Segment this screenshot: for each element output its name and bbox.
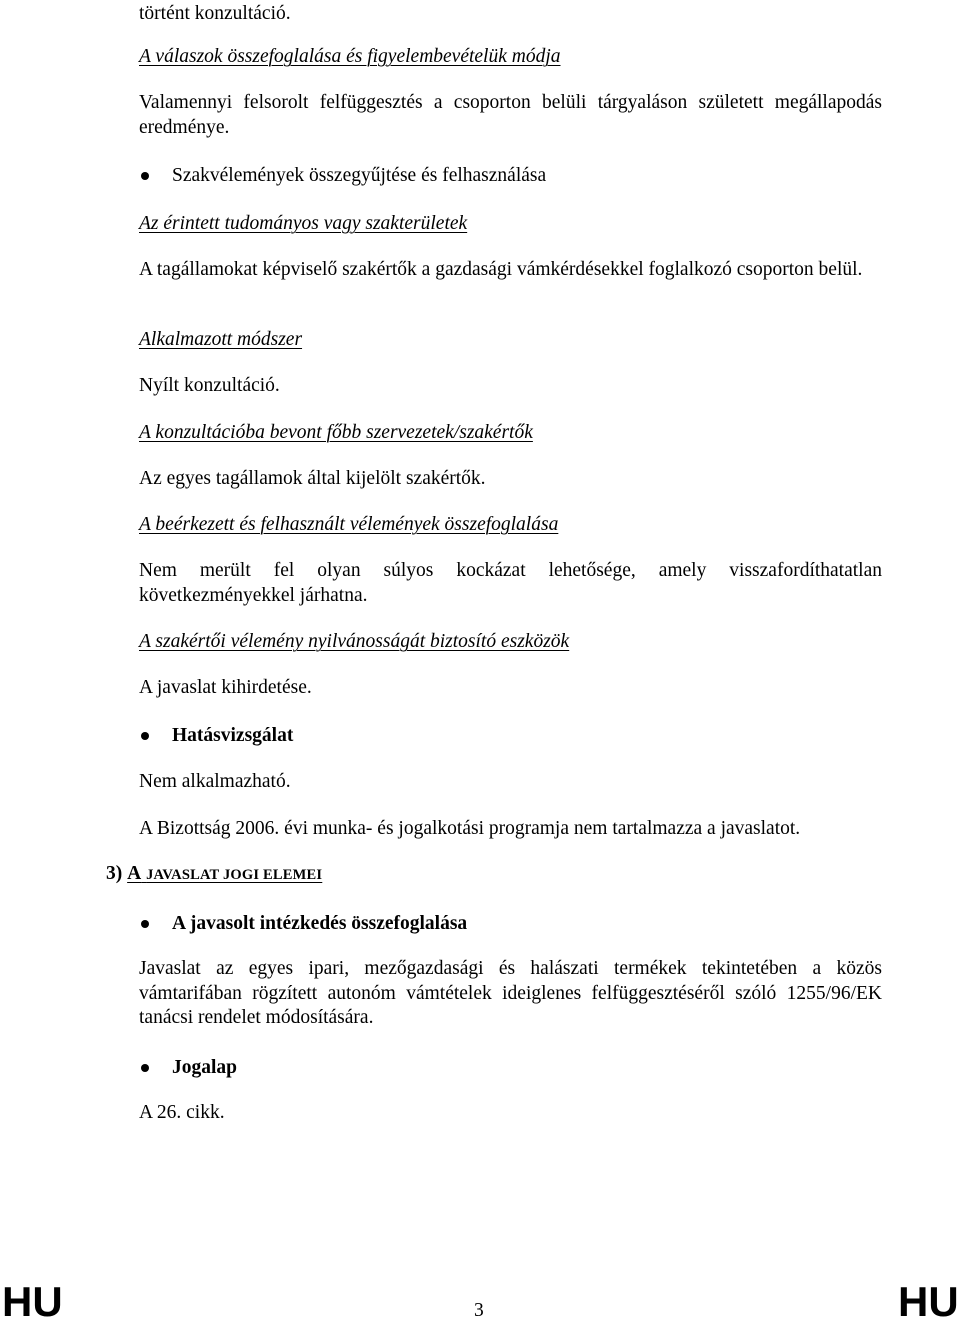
paragraph-measure: Javaslat az egyes ipari, mezőgazdasági és halászati termékek tekintetében a közös vámtarifában rögzített autonóm vámtételek ideiglenes felfüggesztéséről szóló 1255/96/EK tanácsi rendelet módosítására. <box>139 958 882 1028</box>
paragraph-fields: A tagállamokat képviselő szakértők a gazdasági vámkérdésekkel foglalkozó csoporton belül. <box>139 259 863 280</box>
paragraph-programme: A Bizottság 2006. évi munka- és jogalkotási programja nem tartalmazza a javaslatot. <box>139 818 801 839</box>
paragraph-summary: Nem merült fel olyan súlyos kockázat lehetősége, amely visszafordíthatatlan következményekkel járhatna. <box>139 560 882 606</box>
bullet-heading-expertise: Szakvélemények összegyűjtése és felhasználása <box>172 165 547 186</box>
bullet-dot <box>141 732 149 740</box>
bullet-dot <box>141 172 149 180</box>
section-number: 3) <box>106 863 123 884</box>
subheading-fields: Az érintett tudományos vagy szakterületek <box>139 213 468 234</box>
subheading-method: Alkalmazott módszer <box>139 329 303 350</box>
subheading-summary: A beérkezett és felhasznált vélemények összefoglalása <box>139 514 559 535</box>
section-title-initial: A <box>127 863 142 884</box>
paragraph-intro-end: történt konzultáció. <box>139 3 291 24</box>
bullet-heading-impact: Hatásvizsgálat <box>172 725 294 746</box>
subheading-publicity: A szakértői vélemény nyilvánosságát biztosító eszközök <box>139 631 570 652</box>
bullet-heading-measure: A javasolt intézkedés összefoglalása <box>172 913 468 934</box>
bullet-dot <box>141 1064 149 1072</box>
subheading-responses: A válaszok összefoglalása és figyelembevételük módja <box>139 46 561 67</box>
paragraph-method: Nyílt konzultáció. <box>139 375 280 396</box>
paragraph-publicity: A javaslat kihirdetése. <box>139 677 312 698</box>
section-heading <box>106 862 322 887</box>
paragraph-organisations: Az egyes tagállamok által kijelölt szakértők. <box>139 468 486 489</box>
section-title-rest: JAVASLAT JOGI ELEMEI <box>146 867 323 883</box>
paragraph-impact: Nem alkalmazható. <box>139 771 291 792</box>
paragraph-legal-basis: A 26. cikk. <box>139 1102 225 1123</box>
footer-language-code-left: HU <box>2 1278 63 1325</box>
section-title <box>127 863 322 884</box>
paragraph-responses: Valamennyi felsorolt felfüggesztés a csoporton belüli tárgyaláson született megállapodás eredménye. <box>139 92 882 138</box>
footer-language-code-right: HU <box>898 1278 959 1325</box>
bullet-heading-legal-basis: Jogalap <box>172 1057 238 1078</box>
bullet-dot <box>141 920 149 928</box>
page-number: 3 <box>474 1300 484 1321</box>
subheading-organisations: A konzultációba bevont főbb szervezetek/szakértők <box>139 422 533 443</box>
